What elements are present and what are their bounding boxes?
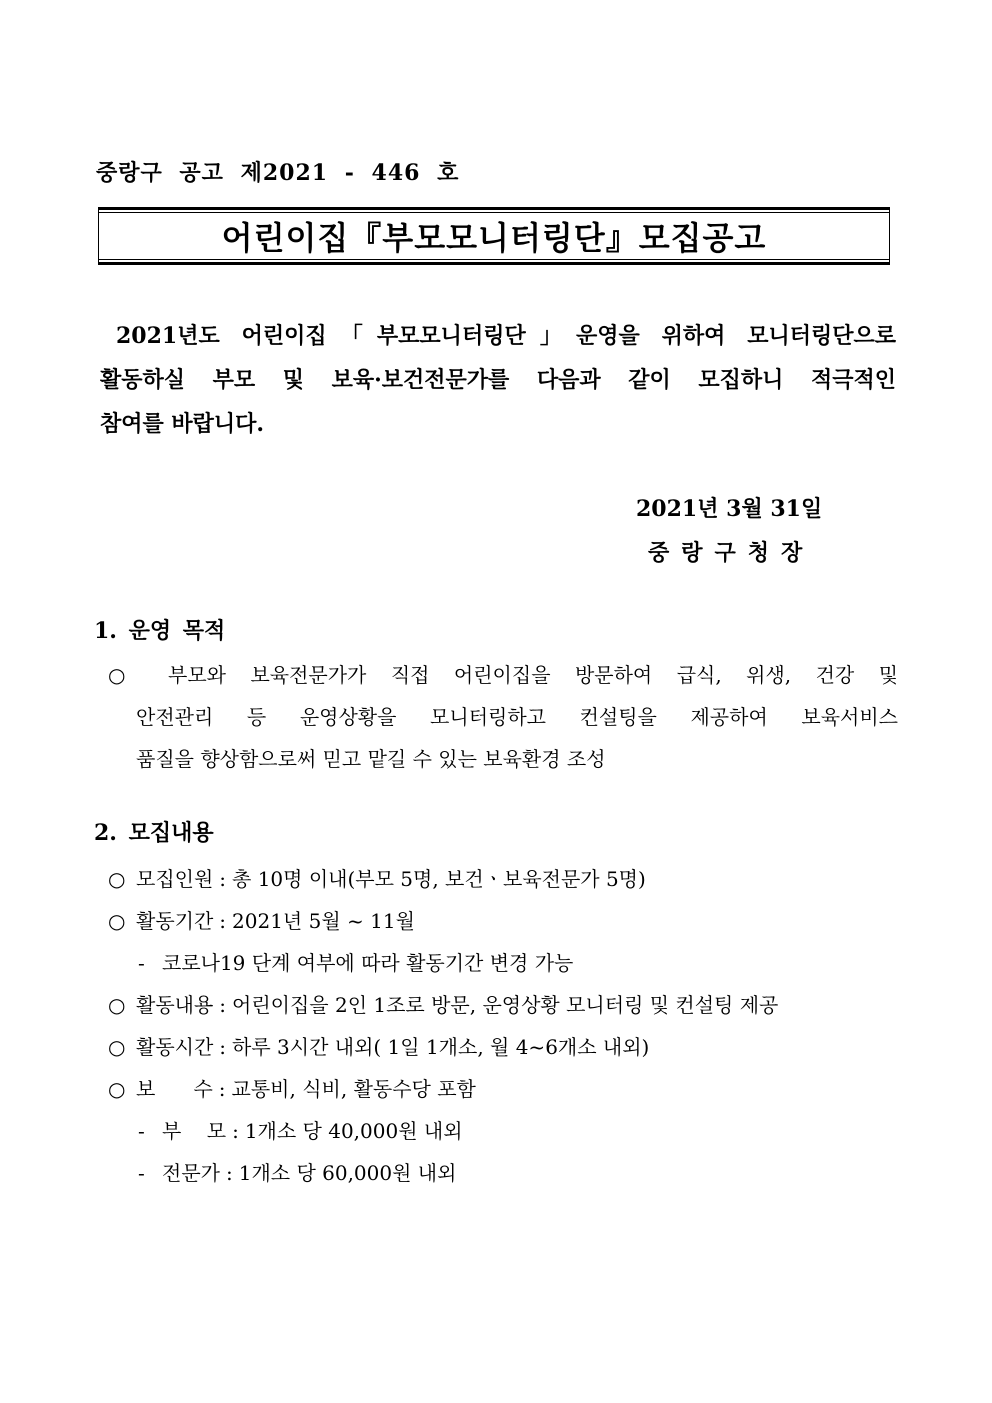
document-title: 어린이집『부모모니터링단』모집공고 [221,219,767,257]
parent-label: 부 모 [162,1119,227,1143]
colon: : [219,1035,227,1059]
issuer: 중랑구청장 [648,540,815,566]
hours-label: 활동시간 [136,1035,214,1059]
bullet-circle: ○ [108,993,126,1017]
section-1-body [108,654,898,780]
purpose-line-1 [108,654,898,696]
dash: - [138,951,145,975]
purpose-line-3: 품질을 향상함으로써 믿고 맡길 수 있는 보육환경 조성 [136,747,606,771]
notice-number: 중랑구 공고 제2021 - 446 호 [96,160,460,186]
bullet-circle: ○ [108,663,144,687]
period-label: 활동기간 [136,909,214,933]
period-note: 코로나19 단계 여부에 따라 활동기간 변경 가능 [162,951,574,975]
intro-paragraph [100,314,896,446]
colon: : [232,1119,239,1143]
content-value: 어린이집을 2인 1조로 방문, 운영상황 모니터링 및 컨설팅 제공 [232,993,779,1017]
purpose-text-1: 부모와 보육전문가가 직접 어린이집을 방문하여 급식, 위생, 건강 및 [168,663,899,687]
colon: : [219,993,227,1017]
pay-label: 보 수 [136,1077,213,1101]
title-box [98,207,890,265]
list-item-period [108,900,888,942]
list-item-hours [108,1026,888,1068]
colon: : [219,867,227,891]
purpose-line-2: 안전관리 등 운영상황을 모니터링하고 컨설팅을 제공하여 보육서비스 [136,705,898,729]
intro-line-3: 참여를 바랍니다. [100,411,265,437]
list-item-period-note [108,942,888,984]
section-2-list [108,858,888,1194]
colon: : [219,909,227,933]
pay-value: 교통비, 식비, 활동수당 포함 [231,1077,476,1101]
section-2-heading: 2. 모집내용 [94,820,214,846]
colon: : [218,1077,226,1101]
hours-value: 하루 3시간 내외( 1일 1개소, 월 4~6개소 내외) [232,1035,650,1059]
recruit-value: 총 10명 이내(부모 5명, 보건ㆍ보육전문가 5명) [232,867,646,891]
list-item-pay-parent [108,1110,888,1152]
list-item-pay [108,1068,888,1110]
dash: - [138,1161,145,1185]
period-value: 2021년 5월 ~ 11월 [232,909,415,933]
section-1-heading: 1. 운영 목적 [94,618,226,644]
list-item-content [108,984,888,1026]
bullet-circle: ○ [108,909,126,933]
bullet-circle: ○ [108,1077,126,1101]
intro-line-2: 활동하실 부모 및 보육·보건전문가를 다음과 같이 모집하니 적극적인 [100,367,896,393]
intro-line-1: 2021년도 어린이집「부모모니터링단」운영을 위하여 모니터링단으로 [116,323,896,349]
recruit-label: 모집인원 [136,867,214,891]
bullet-circle: ○ [108,1035,126,1059]
list-item-recruit [108,858,888,900]
dash: - [138,1119,145,1143]
expert-value: 1개소 당 60,000원 내외 [238,1161,457,1185]
expert-label: 전문가 [162,1161,220,1185]
content-label: 활동내용 [136,993,214,1017]
list-item-pay-expert [108,1152,888,1194]
bullet-circle: ○ [108,867,126,891]
notice-date: 2021년 3월 31일 [636,496,823,522]
colon: : [225,1161,233,1185]
parent-value: 1개소 당 40,000원 내외 [244,1119,463,1143]
